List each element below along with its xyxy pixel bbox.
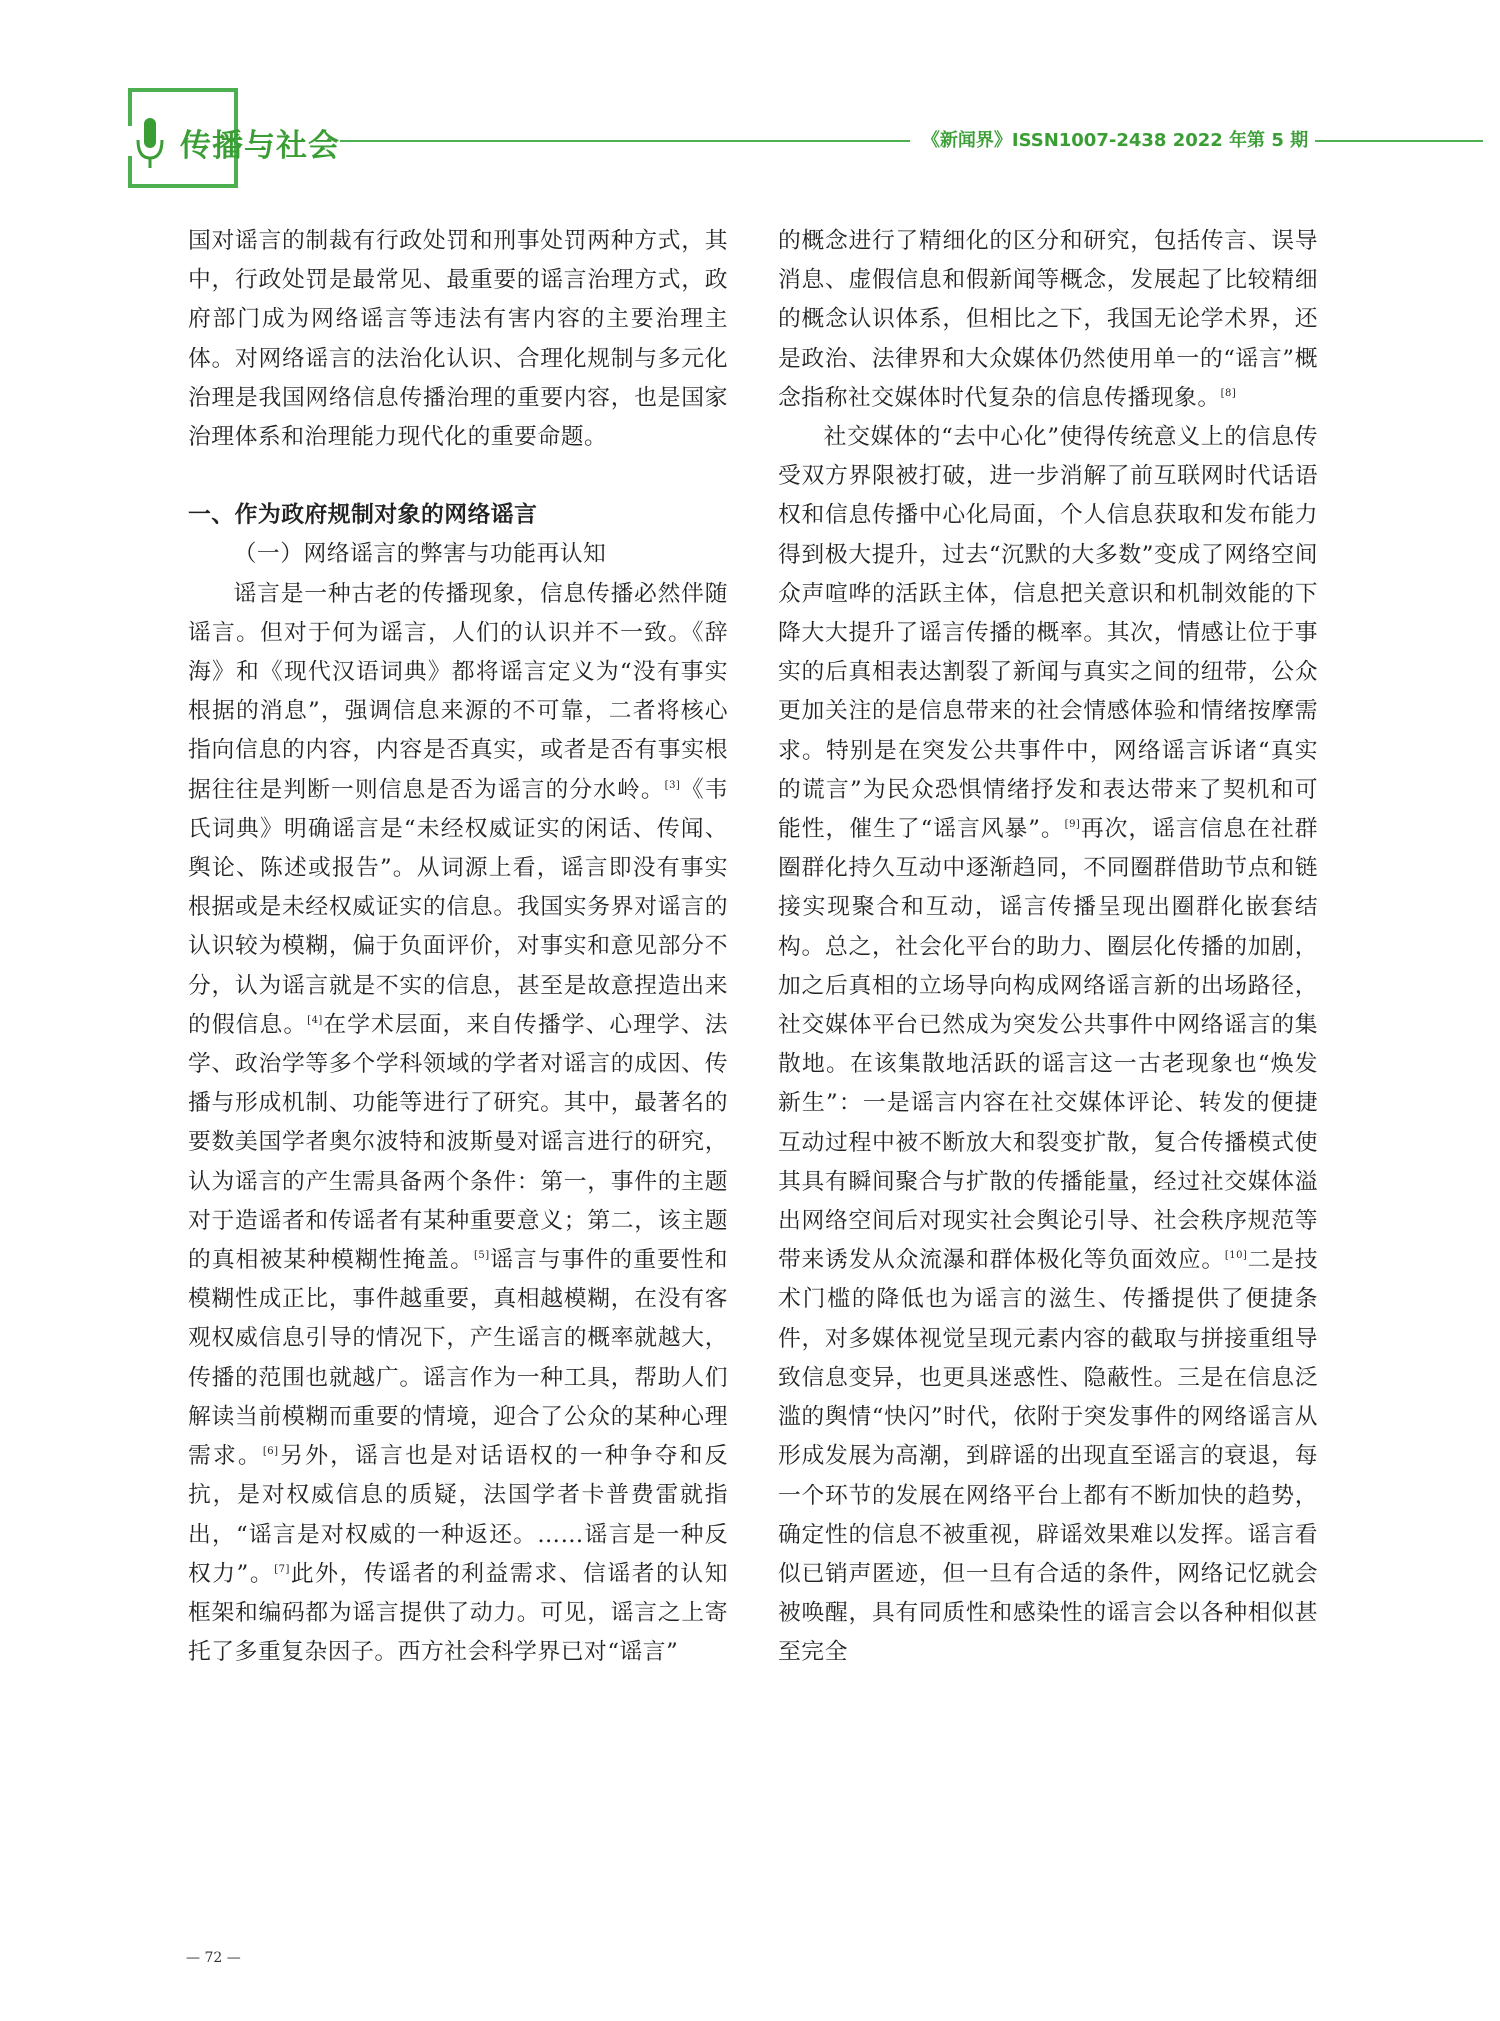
text-segment: 谣言与事件的重要性和模糊性成正比，事件越重要，真相越模糊，在没有客观权威信息引导的情况下，产生谣言的概率就越大，传播的范围也就越广。谣言作为一种工具，帮助人们解读当前模糊而重要的情境，迎合了公众的某种心理需求。 (188, 1247, 729, 1470)
section-heading: 一、作为政府规制对象的网络谣言 (188, 502, 538, 529)
citation-ref: [9] (1064, 819, 1081, 831)
section-title: 传播与社会 (180, 128, 340, 164)
header-divider-right (1315, 140, 1483, 142)
citation-ref: [6] (262, 1446, 279, 1458)
citation-ref: [4] (307, 1014, 323, 1026)
paragraph: 国对谣言的制裁有行政处罚和刑事处罚两种方式，其中，行政处罚是最常见、最重要的谣言治理方式，政府部门成为网络谣言等违法有害内容的主要治理主体。对网络谣言的法治化认识、合理化规制与多元化治理是我国网络信息传播治理的重要内容，也是国家治理体系和治理能力现代化的重要命题。 (188, 228, 728, 451)
citation-ref: [7] (274, 1563, 290, 1575)
text-segment: 谣言是一种古老的传播现象，信息传播必然伴随谣言。但对于何为谣言，人们的认识并不一致。《辞海》和《现代汉语词典》都将谣言定义为“没有事实根据的消息”，强调信息来源的不可靠，二者将核心指向信息的内容，内容是否真实，或者是否有事实根据往往是判断一则信息是否为谣言的分水岭。 (188, 580, 728, 803)
citation-ref: [8] (1220, 387, 1237, 399)
text-segment: 社交媒体的“去中心化”使得传统意义上的信息传受双方界限被打破，进一步消解了前互联网时代话语权和信息传播中心化局面，个人信息获取和发布能力得到极大提升，过去“沉默的大多数”变成了网络空间众声喧哗的活跃主体，信息把关意识和机制效能的下降大大提升了谣言传播的概率。其次，情感让位于事实的后真相表达割裂了新闻与真实之间的纽带，公众更加关注的是信息带来的社会情感体验和情绪按摩需求。特别是在突发公共事件中，网络谣言诉诸“真实的谎言”为民众恐惧情绪抒发和表达带来了契机和可能性，催生了“谣言风暴”。 (778, 424, 1318, 843)
journal-info: 《新闻界》ISSN1007-2438 2022 年第 5 期 (921, 130, 1309, 151)
header-divider-left (340, 140, 910, 142)
paragraph (778, 418, 1318, 1673)
text-segment: 《韦氏词典》明确谣言是“未经权威证实的闲话、传闻、舆论、陈述或报告”。从词源上看，谣言即没有事实根据或是未经权威证实的信息。我国实务界对谣言的认识较为模糊，偏于负面评价，对事实和意见部分不分，认为谣言就是不实的信息，甚至是故意捏造出来的假信息。 (188, 776, 729, 1038)
paragraph (188, 575, 728, 1673)
citation-ref: [5] (474, 1250, 490, 1262)
right-column (778, 222, 1318, 1673)
page-number: — 72 — (186, 1950, 241, 1966)
text-segment: 再次，谣言信息在社群圈群化持久互动中逐渐趋同，不同圈群借助节点和链接实现聚合和互动，谣言传播呈现出圈群化嵌套结构。总之，社会化平台的助力、圈层化传播的加剧，加之后真相的立场导向构成网络谣言新的出场路径，社交媒体平台已然成为突发公共事件中网络谣言的集散地。在该集散地活跃的谣言这一古老现象也“焕发新生”：一是谣言内容在社交媒体评论、转发的便捷互动过程中被不断放大和裂变扩散，复合传播模式使其具有瞬间聚合与扩散的传播能量，经过社交媒体溢出网络空间后对现实社会舆论引导、社会秩序规范等带来诱发从众流瀑和群体极化等负面效应。 (778, 816, 1318, 1274)
citation-ref: [3] (664, 779, 681, 791)
text-segment: 另外，谣言也是对话语权的一种争夺和反抗，是对权威信息的质疑，法国学者卡普费雷就指出，“谣言是对权威的一种返还。……谣言是一种反权力”。 (188, 1443, 729, 1587)
citation-ref: [10] (1224, 1250, 1248, 1262)
text-segment: 此外，传谣者的利益需求、信谣者的认知框架和编码都为谣言提供了动力。可见，谣言之上寄托了多重复杂因子。西方社会科学界已对“谣言” (188, 1560, 729, 1666)
left-column (188, 222, 728, 1672)
subsection-heading: （一）网络谣言的弊害与功能再认知 (233, 541, 607, 568)
paragraph (778, 222, 1318, 418)
text-segment: 在学术层面，来自传播学、心理学、法学、政治学等多个学科领域的学者对谣言的成因、传播与形成机制、功能等进行了研究。其中，最著名的要数美国学者奥尔波特和波斯曼对谣言进行的研究，认为谣言的产生需具备两个条件：第一，事件的主题对于造谣者和传谣者有某种重要意义；第二，该主题的真相被某种模糊性掩盖。 (188, 1011, 729, 1274)
text-segment: 的概念进行了精细化的区分和研究，包括传言、误导消息、虚假信息和假新闻等概念，发展起了比较精细的概念认识体系，但相比之下，我国无论学术界，还是政治、法律界和大众媒体仍然使用单一的“谣言”概念指称社交媒体时代复杂的信息传播现象。 (778, 228, 1318, 411)
text-segment: 二是技术门槛的降低也为谣言的滋生、传播提供了便捷条件，对多媒体视觉呈现元素内容的截取与拼接重组导致信息变异，也更具迷惑性、隐蔽性。三是在信息泛滥的舆情“快闪”时代，依附于突发事件的网络谣言从形成发展为高潮，到辟谣的出现直至谣言的衰退，每一个环节的发展在网络平台上都有不断加快的趋势，确定性的信息不被重视，辟谣效果难以发挥。谣言看似已销声匿迹，但一旦有合适的条件，网络记忆就会被唤醒，具有同质性和感染性的谣言会以各种相似甚至完全 (778, 1247, 1319, 1666)
